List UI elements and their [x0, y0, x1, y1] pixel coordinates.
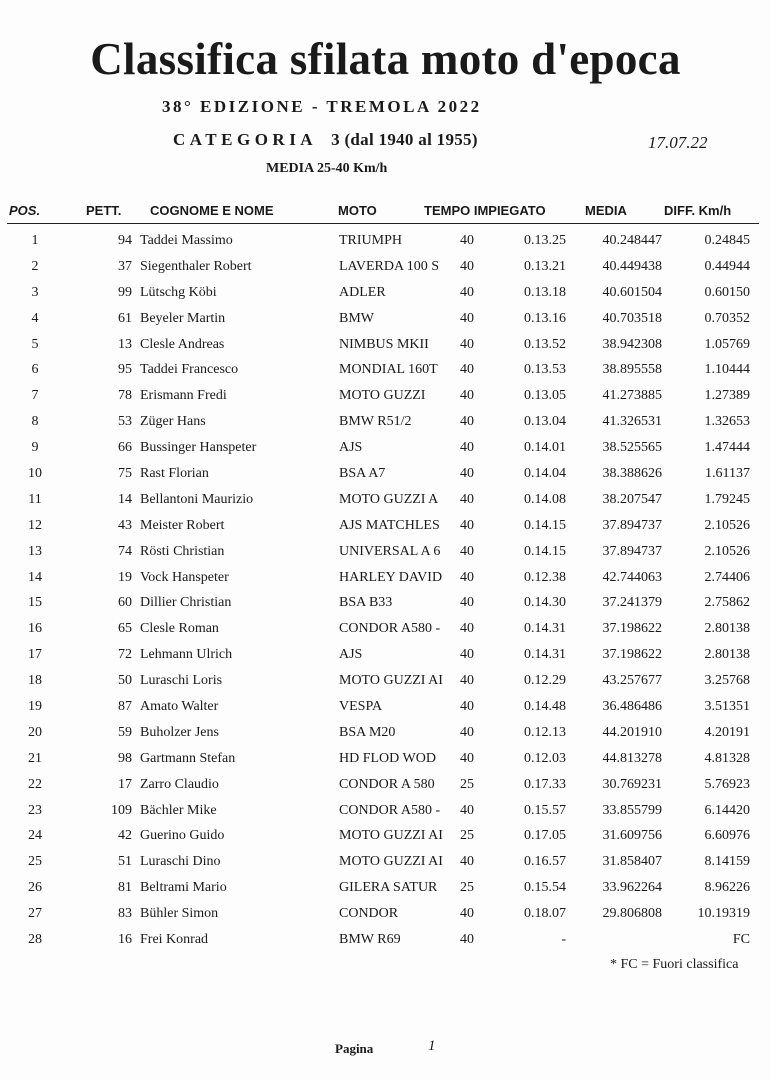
cell-pos: 23: [28, 802, 42, 818]
header-name: COGNOME E NOME: [150, 203, 274, 218]
cell-media: 40.248447: [602, 233, 662, 248]
cell-diff: 2.80138: [704, 647, 750, 663]
cell-moto: BMW: [339, 310, 374, 326]
cell-media: 38.942308: [602, 336, 662, 352]
table-row: [0, 722, 771, 748]
cell-pos: 7: [31, 388, 39, 404]
cell-name: Dillier Christian: [140, 595, 232, 611]
cell-pos: 18: [28, 673, 42, 689]
cell-media: 40.703518: [602, 310, 662, 326]
cell-name: Lütschg Köbi: [140, 284, 217, 300]
cell-diff: FC: [732, 932, 750, 948]
document-title: Classifica sfilata moto d'epoca: [90, 34, 681, 84]
cell-pos: 15: [28, 595, 42, 611]
cell-pett: 53: [118, 414, 132, 430]
cell-diff: 1.32653: [704, 414, 750, 430]
cell-pos: 9: [31, 440, 39, 456]
cell-moto: AJS: [339, 647, 363, 663]
cell-km: 40: [460, 854, 474, 870]
cell-moto: CONDOR A580 -: [339, 621, 441, 637]
edition-line: 38° EDIZIONE - TREMOLA 2022: [162, 97, 482, 116]
cell-pett: 94: [118, 233, 132, 248]
cell-media: 43.257677: [602, 673, 662, 689]
cell-diff: 1.27389: [704, 388, 750, 404]
cell-pos: 5: [31, 336, 39, 352]
cell-moto: UNIVERSAL A 6: [339, 543, 441, 559]
cell-moto: AJS MATCHLES: [339, 517, 440, 533]
cell-pett: 98: [118, 750, 132, 766]
cell-km: 40: [460, 595, 474, 611]
cell-diff: 1.10444: [704, 362, 750, 378]
table-row: [0, 411, 771, 437]
cell-pos: 26: [28, 880, 42, 896]
cell-diff: 1.79245: [704, 491, 750, 507]
cell-media: 31.609756: [602, 828, 662, 844]
table-row: [0, 334, 771, 360]
cell-diff: 2.75862: [704, 595, 750, 611]
cell-moto: MOTO GUZZI AI: [339, 828, 443, 844]
cell-pos: 4: [31, 310, 39, 326]
cell-time: 0.14.31: [524, 621, 566, 637]
table-row: [0, 903, 771, 929]
cell-pos: 14: [28, 569, 42, 585]
cell-media: 33.962264: [602, 880, 662, 896]
cell-media: 40.601504: [602, 284, 662, 300]
cell-time: 0.14.48: [524, 699, 566, 715]
cell-name: Erismann Fredi: [140, 388, 227, 404]
page-label: Pagina: [335, 1041, 374, 1056]
cell-time: 0.14.15: [524, 543, 566, 559]
cell-time: 0.14.04: [524, 466, 566, 482]
category-value: 3 (dal 1940 al 1955): [331, 130, 478, 149]
cell-media: 29.806808: [602, 906, 662, 922]
cell-diff: 1.47444: [704, 440, 750, 456]
cell-media: 44.201910: [602, 724, 662, 740]
cell-media: 38.388626: [602, 466, 662, 482]
cell-diff: 3.51351: [704, 699, 750, 715]
cell-time: 0.12.03: [524, 750, 566, 766]
cell-km: 40: [460, 388, 474, 404]
cell-pett: 60: [118, 595, 132, 611]
cell-moto: CONDOR A 580: [339, 776, 435, 792]
cell-moto: BSA A7: [339, 466, 386, 482]
cell-pett: 99: [118, 284, 132, 300]
cell-km: 40: [460, 932, 474, 948]
table-row: [0, 774, 771, 800]
cell-name: Bussinger Hanspeter: [140, 440, 257, 456]
cell-pett: 72: [118, 647, 132, 663]
cell-pos: 25: [28, 854, 42, 870]
cell-pos: 24: [28, 828, 42, 844]
cell-diff: 4.81328: [704, 750, 750, 766]
cell-time: 0.15.57: [524, 802, 566, 818]
cell-time: 0.13.16: [524, 310, 566, 326]
table-row: [0, 282, 771, 308]
cell-km: 40: [460, 906, 474, 922]
cell-media: 41.326531: [602, 414, 662, 430]
cell-name: Bächler Mike: [140, 802, 217, 818]
table-row: [0, 696, 771, 722]
cell-diff: 5.76923: [704, 776, 750, 792]
cell-pett: 43: [118, 517, 132, 533]
cell-moto: ADLER: [339, 284, 386, 300]
cell-name: Züger Hans: [140, 414, 206, 430]
cell-time: 0.13.05: [524, 388, 566, 404]
header-pett: PETT.: [86, 203, 122, 218]
cell-media: 30.769231: [602, 776, 662, 792]
table-row: [0, 670, 771, 696]
cell-pos: 8: [31, 414, 39, 430]
table-row: [0, 644, 771, 670]
cell-diff: 1.61137: [705, 466, 750, 482]
cell-diff: 4.20191: [704, 724, 750, 740]
table-row: [0, 618, 771, 644]
header-moto: MOTO: [338, 203, 377, 218]
cell-km: 40: [460, 621, 474, 637]
cell-diff: 3.25768: [704, 673, 750, 689]
cell-moto: CONDOR: [339, 906, 399, 922]
cell-name: Beyeler Martin: [140, 310, 226, 326]
header-pos: POS.: [9, 203, 41, 218]
cell-time: 0.13.18: [524, 284, 566, 300]
cell-time: 0.13.53: [524, 362, 566, 378]
media-range: MEDIA 25-40 Km/h: [266, 161, 388, 176]
table-header: [0, 203, 771, 221]
cell-moto: MOTO GUZZI A: [339, 491, 439, 507]
cell-km: 40: [460, 673, 474, 689]
cell-media: 36.486486: [602, 699, 662, 715]
cell-time: 0.18.07: [524, 906, 566, 922]
cell-diff: 6.14420: [704, 802, 750, 818]
cell-media: 33.855799: [602, 802, 662, 818]
cell-moto: HARLEY DAVID: [339, 569, 443, 585]
cell-diff: 10.19319: [697, 906, 750, 922]
cell-km: 25: [460, 776, 474, 792]
cell-time: 0.12.29: [524, 673, 566, 689]
cell-km: 40: [460, 543, 474, 559]
cell-km: 40: [460, 233, 474, 248]
cell-diff: 2.10526: [704, 543, 750, 559]
cell-pett: 13: [118, 336, 132, 352]
cell-moto: NIMBUS MKII: [339, 336, 429, 352]
page-number: 1: [428, 1038, 436, 1054]
cell-km: 40: [460, 258, 474, 274]
table-row: [0, 541, 771, 567]
cell-time: 0.14.01: [524, 440, 566, 456]
cell-moto: LAVERDA 100 S: [339, 258, 440, 274]
cell-media: 38.207547: [602, 491, 662, 507]
cell-pos: 13: [28, 543, 42, 559]
cell-pett: 81: [118, 880, 132, 896]
cell-pett: 50: [118, 673, 132, 689]
header-diff: DIFF. Km/h: [664, 203, 732, 218]
cell-pett: 65: [118, 621, 132, 637]
cell-media: 37.198622: [602, 647, 662, 663]
cell-time: 0.12.38: [524, 569, 566, 585]
table-row: [0, 230, 771, 256]
cell-moto: HD FLOD WOD: [339, 750, 436, 766]
cell-media: 37.894737: [602, 543, 662, 559]
cell-name: Meister Robert: [140, 517, 225, 533]
cell-time: 0.12.13: [524, 724, 566, 740]
cell-moto: BMW R69: [339, 932, 401, 948]
cell-media: 42.744063: [602, 569, 662, 585]
cell-media: 37.198622: [602, 621, 662, 637]
cell-time: -: [561, 932, 566, 948]
cell-name: Bühler Simon: [140, 906, 219, 922]
cell-name: Frei Konrad: [140, 932, 209, 948]
table-row: [0, 437, 771, 463]
cell-pett: 59: [118, 724, 132, 740]
cell-time: 0.14.08: [524, 491, 566, 507]
cell-diff: 8.14159: [704, 854, 750, 870]
cell-time: 0.13.25: [524, 233, 566, 248]
cell-moto: BSA M20: [339, 724, 396, 740]
cell-name: Luraschi Loris: [140, 673, 223, 689]
cell-pos: 19: [28, 699, 42, 715]
cell-name: Gartmann Stefan: [140, 750, 236, 766]
cell-pos: 20: [28, 724, 42, 740]
cell-moto: MOTO GUZZI AI: [339, 854, 443, 870]
cell-km: 40: [460, 802, 474, 818]
cell-pos: 1: [31, 233, 39, 248]
cell-pett: 66: [118, 440, 132, 456]
cell-name: Guerino Guido: [140, 828, 225, 844]
footnote: * FC = Fuori classifica: [610, 957, 739, 972]
cell-moto: VESPA: [339, 699, 383, 715]
cell-pett: 95: [118, 362, 132, 378]
cell-media: 31.858407: [602, 854, 662, 870]
cell-pos: 27: [28, 906, 42, 922]
cell-moto: TRIUMPH: [339, 233, 403, 248]
cell-km: 40: [460, 517, 474, 533]
cell-name: Rösti Christian: [140, 543, 225, 559]
cell-pos: 22: [28, 776, 42, 792]
cell-km: 40: [460, 569, 474, 585]
table-row: [0, 825, 771, 851]
cell-media: 38.525565: [602, 440, 662, 456]
cell-km: 40: [460, 362, 474, 378]
cell-moto: BMW R51/2: [339, 414, 412, 430]
table-row: [0, 256, 771, 282]
table-row: [0, 515, 771, 541]
table-row: [0, 851, 771, 877]
table-row: [0, 489, 771, 515]
cell-km: 40: [460, 647, 474, 663]
cell-pos: 17: [28, 647, 42, 663]
cell-moto: BSA B33: [339, 595, 393, 611]
cell-pos: 12: [28, 517, 42, 533]
cell-name: Zarro Claudio: [140, 776, 219, 792]
cell-moto: MOTO GUZZI: [339, 388, 426, 404]
cell-time: 0.13.52: [524, 336, 566, 352]
cell-name: Luraschi Dino: [140, 854, 221, 870]
cell-pos: 21: [28, 750, 42, 766]
cell-moto: CONDOR A580 -: [339, 802, 441, 818]
cell-km: 40: [460, 310, 474, 326]
header-tempo: TEMPO IMPIEGATO: [424, 203, 546, 218]
cell-name: Amato Walter: [140, 699, 219, 715]
category-line: [173, 130, 478, 150]
cell-km: 40: [460, 414, 474, 430]
cell-diff: 2.80138: [704, 621, 750, 637]
cell-pett: 51: [118, 854, 132, 870]
cell-km: 40: [460, 284, 474, 300]
cell-pett: 61: [118, 310, 132, 326]
cell-pett: 17: [118, 776, 132, 792]
table-row: [0, 359, 771, 385]
cell-pos: 11: [28, 491, 42, 507]
cell-time: 0.15.54: [524, 880, 566, 896]
cell-pett: 75: [118, 466, 132, 482]
cell-time: 0.13.21: [524, 258, 566, 274]
cell-name: Buholzer Jens: [140, 724, 219, 740]
cell-time: 0.16.57: [524, 854, 566, 870]
cell-diff: 0.24845: [704, 233, 750, 248]
cell-pos: 6: [31, 362, 39, 378]
cell-pett: 74: [118, 543, 132, 559]
cell-name: Clesle Roman: [140, 621, 219, 637]
cell-time: 0.13.04: [524, 414, 566, 430]
cell-km: 40: [460, 491, 474, 507]
cell-diff: 2.10526: [704, 517, 750, 533]
cell-km: 40: [460, 724, 474, 740]
cell-pett: 83: [118, 906, 132, 922]
cell-diff: 8.96226: [704, 880, 750, 896]
cell-diff: 2.74406: [704, 569, 750, 585]
cell-pos: 2: [31, 258, 39, 274]
cell-media: 41.273885: [602, 388, 662, 404]
table-row: [0, 592, 771, 618]
table-row: [0, 385, 771, 411]
cell-media: 40.449438: [602, 258, 662, 274]
cell-pett: 14: [118, 491, 132, 507]
category-label: CATEGORIA: [173, 130, 318, 149]
cell-pett: 19: [118, 569, 132, 585]
cell-km: 25: [460, 880, 474, 896]
table-row: [0, 463, 771, 489]
cell-time: 0.14.15: [524, 517, 566, 533]
cell-name: Lehmann Ulrich: [140, 647, 233, 663]
cell-pett: 37: [118, 258, 132, 274]
cell-name: Taddei Francesco: [140, 362, 239, 378]
table-row: [0, 877, 771, 903]
cell-time: 0.17.05: [524, 828, 566, 844]
cell-km: 25: [460, 828, 474, 844]
cell-media: 37.894737: [602, 517, 662, 533]
cell-pett: 109: [111, 802, 132, 818]
cell-pos: 3: [31, 284, 39, 300]
cell-name: Bellantoni Maurizio: [140, 491, 254, 507]
cell-pett: 16: [118, 932, 132, 948]
cell-name: Vock Hanspeter: [140, 569, 229, 585]
cell-pos: 10: [28, 466, 42, 482]
cell-km: 40: [460, 466, 474, 482]
header-divider: [7, 223, 759, 224]
cell-moto: AJS: [339, 440, 363, 456]
cell-pos: 16: [28, 621, 42, 637]
cell-diff: 0.44944: [704, 258, 750, 274]
cell-pos: 28: [28, 932, 42, 948]
cell-diff: 1.05769: [704, 336, 750, 352]
event-date: 17.07.22: [648, 133, 708, 152]
cell-media: 38.895558: [602, 362, 662, 378]
results-table-body: [0, 230, 771, 955]
cell-km: 40: [460, 750, 474, 766]
cell-pett: 87: [118, 699, 132, 715]
cell-km: 40: [460, 440, 474, 456]
cell-pett: 78: [118, 388, 132, 404]
cell-moto: GILERA SATUR: [339, 880, 438, 896]
cell-name: Beltrami Mario: [140, 880, 227, 896]
cell-name: Siegenthaler Robert: [140, 258, 252, 274]
cell-name: Rast Florian: [140, 466, 209, 482]
cell-time: 0.14.30: [524, 595, 566, 611]
cell-media: 44.813278: [602, 750, 662, 766]
cell-diff: 0.60150: [704, 284, 750, 300]
cell-time: 0.14.31: [524, 647, 566, 663]
cell-name: Clesle Andreas: [140, 336, 225, 352]
cell-pett: 42: [118, 828, 132, 844]
cell-km: 40: [460, 699, 474, 715]
cell-moto: MOTO GUZZI AI: [339, 673, 443, 689]
header-media: MEDIA: [585, 203, 627, 218]
table-row: [0, 308, 771, 334]
table-row: [0, 748, 771, 774]
cell-name: Taddei Massimo: [140, 233, 233, 248]
cell-km: 40: [460, 336, 474, 352]
cell-time: 0.17.33: [524, 776, 566, 792]
cell-media: 37.241379: [602, 595, 662, 611]
cell-diff: 6.60976: [704, 828, 750, 844]
table-row: [0, 929, 771, 955]
table-row: [0, 800, 771, 826]
cell-diff: 0.70352: [704, 310, 750, 326]
table-row: [0, 567, 771, 593]
cell-moto: MONDIAL 160T: [339, 362, 438, 378]
